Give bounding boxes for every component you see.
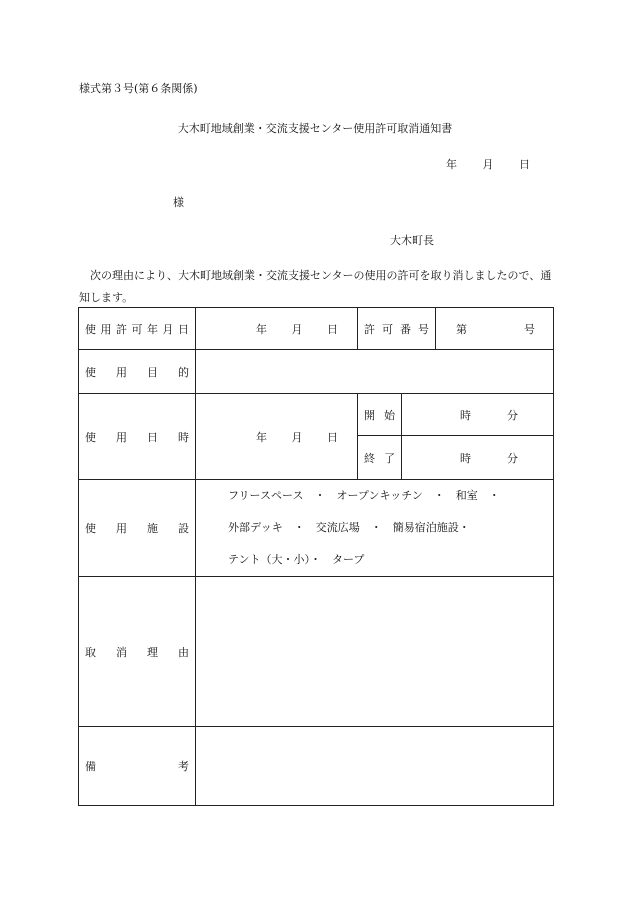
label-char: 用 <box>116 522 127 535</box>
end-label <box>358 436 402 480</box>
date-day: 日 <box>519 158 530 171</box>
facility-line[interactable]: フリースペース ・ オープンキッチン ・ 和室 ・ <box>228 489 500 502</box>
label-char: 年 <box>147 322 158 336</box>
reason-label <box>79 577 196 727</box>
permit-number-suffix: 号 <box>524 322 535 336</box>
label-char: 考 <box>178 760 189 773</box>
document-title: 大木町地域創業・交流支援センター使用許可取消通知書 <box>177 122 453 135</box>
facility-line[interactable]: 外部デッキ ・ 交流広場 ・ 簡易宿泊施設・ <box>228 521 470 534</box>
label-char: 消 <box>116 645 127 659</box>
permit-day: 日 <box>327 322 338 336</box>
label-char: 番 <box>400 322 411 336</box>
label-char: 理 <box>147 645 158 659</box>
permit-number-prefix: 第 <box>456 322 467 336</box>
facility-row <box>79 480 554 577</box>
use-month: 月 <box>291 430 303 444</box>
permit-year: 年 <box>256 322 267 336</box>
form-number: 様式第３号(第６条関係) <box>79 82 198 95</box>
label-char: 備 <box>85 760 96 773</box>
label-char: 時 <box>178 430 189 444</box>
label-char: 了 <box>384 451 395 465</box>
label-char: 施 <box>147 522 158 535</box>
date-year: 年 <box>446 158 457 171</box>
label-char: 取 <box>85 645 96 659</box>
label-char: 用 <box>116 430 127 444</box>
label-char: 設 <box>178 522 189 535</box>
label-char: 使 <box>85 430 96 444</box>
end-hour: 時 <box>460 451 471 465</box>
label-char: 的 <box>178 365 189 379</box>
label-char: 許 <box>116 322 127 336</box>
label-char: 使 <box>85 322 96 336</box>
reason-value[interactable] <box>196 577 554 727</box>
label-char: 日 <box>178 322 189 336</box>
permit-date-row <box>79 308 554 350</box>
label-char: 始 <box>384 408 395 422</box>
label-char: 開 <box>364 408 375 422</box>
start-time-value[interactable] <box>402 394 554 436</box>
end-time-value[interactable] <box>402 436 554 480</box>
facility-label <box>79 480 196 577</box>
permit-date-value[interactable] <box>196 308 358 350</box>
body-text: 次の理由により、大木町地域創業・交流支援センターの使用の許可を取り消しましたので、通知します。 <box>79 269 552 304</box>
remarks-value[interactable] <box>196 727 554 806</box>
label-char: 許 <box>364 322 375 336</box>
recipient: 様 <box>173 196 184 209</box>
label-char: 目 <box>147 365 158 379</box>
label-char: 可 <box>131 322 143 336</box>
issue-date <box>446 156 530 172</box>
datetime-label <box>79 394 196 480</box>
label-char: 月 <box>162 322 174 336</box>
issuer: 大木町長 <box>390 234 434 247</box>
use-date-value[interactable] <box>196 394 358 480</box>
purpose-value[interactable] <box>196 350 554 394</box>
remarks-label <box>79 727 196 806</box>
facility-options[interactable] <box>196 480 554 577</box>
purpose-row <box>79 350 554 394</box>
label-char: 由 <box>178 645 189 659</box>
start-hour: 時 <box>460 408 471 422</box>
facility-line[interactable]: テント（大・小）・ タープ <box>228 553 365 566</box>
label-char: 用 <box>100 322 112 336</box>
purpose-label <box>79 350 196 394</box>
label-char: 可 <box>382 322 393 336</box>
start-minute: 分 <box>507 408 518 422</box>
permit-date-label <box>79 308 196 350</box>
end-minute: 分 <box>507 451 518 465</box>
permit-number-value[interactable] <box>436 308 554 350</box>
label-char: 号 <box>418 322 429 336</box>
label-char: 日 <box>147 430 158 444</box>
datetime-row-start <box>79 394 554 436</box>
remarks-row <box>79 727 554 806</box>
use-year: 年 <box>256 430 267 444</box>
permit-number-label <box>358 308 436 350</box>
label-char: 用 <box>116 365 127 379</box>
reason-row <box>79 577 554 727</box>
label-char: 終 <box>364 451 375 465</box>
label-char: 使 <box>85 365 96 379</box>
permit-month: 月 <box>291 322 303 336</box>
start-label <box>358 394 402 436</box>
use-day: 日 <box>327 430 338 444</box>
label-char: 使 <box>85 522 96 535</box>
date-month: 月 <box>482 158 494 171</box>
cancellation-form-table <box>78 307 554 806</box>
